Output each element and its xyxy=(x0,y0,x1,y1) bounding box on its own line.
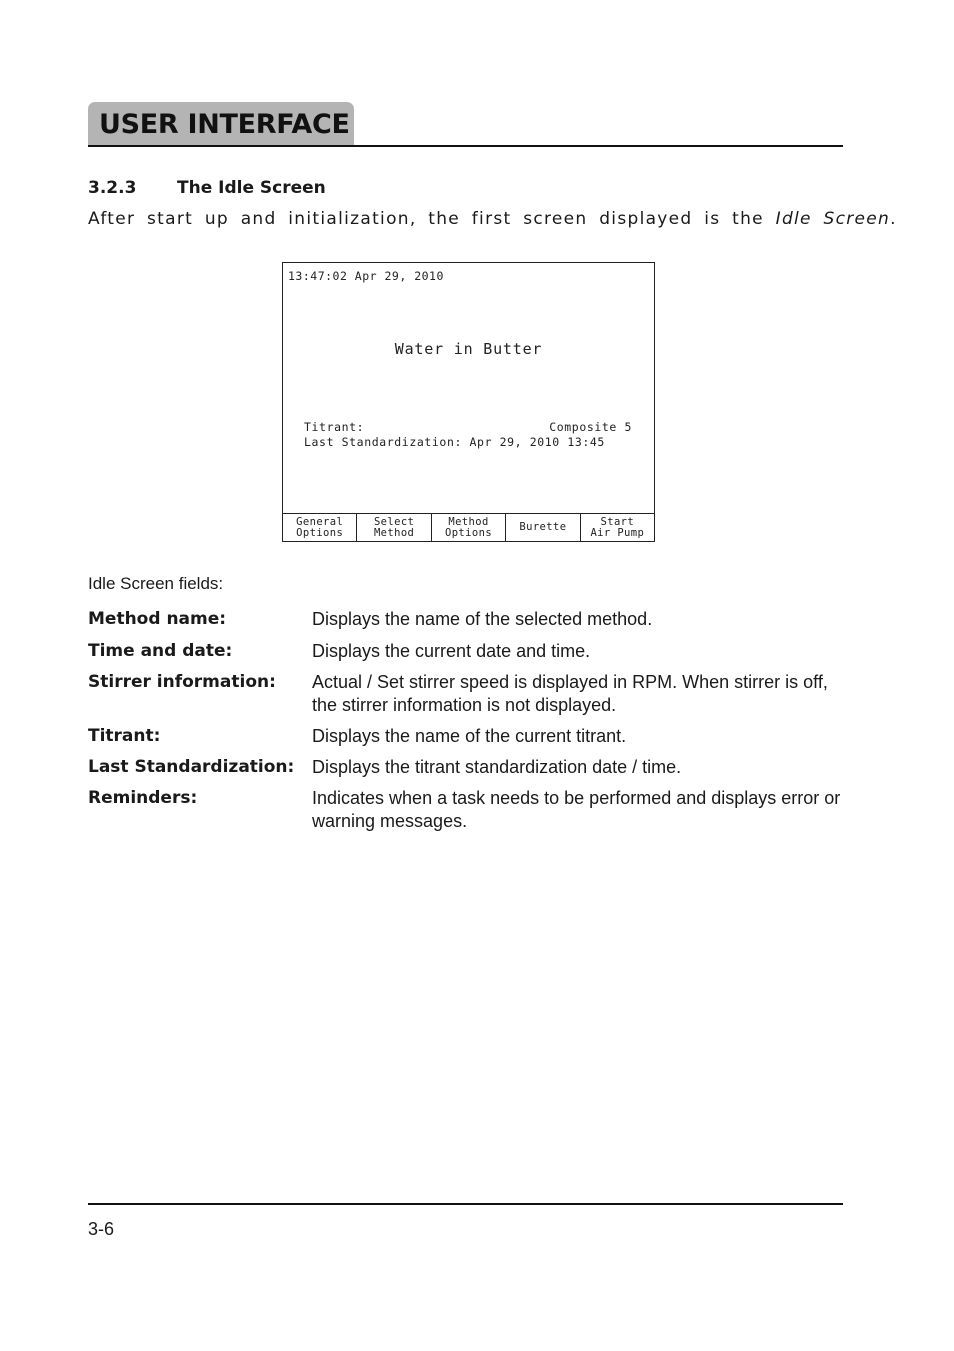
softkey-general-options[interactable] xyxy=(283,514,357,541)
lcd-titrant-value: Composite 5 xyxy=(549,420,632,434)
field-label: Time and date: xyxy=(88,641,233,661)
field-label: Stirrer information: xyxy=(88,672,276,692)
intro-suffix: . xyxy=(890,209,897,229)
softkey-line1: General xyxy=(296,516,344,528)
lcd-titrant-label: Titrant: xyxy=(304,420,365,434)
softkey-line1: Method xyxy=(448,516,489,528)
idle-screen-display xyxy=(282,262,655,542)
field-label: Method name: xyxy=(88,609,227,629)
field-description: Displays the current date and time. xyxy=(312,641,591,661)
softkey-line2: Options xyxy=(296,526,344,539)
section-title: The Idle Screen xyxy=(177,178,326,198)
section-number: 3.2.3 xyxy=(88,178,137,198)
fields-caption: Idle Screen fields: xyxy=(88,574,224,593)
field-description: Displays the name of the current titrant. xyxy=(312,726,627,746)
header-rule xyxy=(88,145,843,147)
footer-rule xyxy=(88,1203,843,1205)
softkey-line2: Air Pump xyxy=(590,526,645,539)
lcd-last-standardization: Last Standardization: Apr 29, 2010 13:45 xyxy=(304,435,605,449)
softkey-line2: Method xyxy=(373,526,415,539)
intro-paragraph xyxy=(88,209,897,229)
intro-text: After start up and initialization, the first screen displayed is the xyxy=(88,209,776,229)
field-label: Reminders: xyxy=(88,788,198,808)
softkey-line1: Burette xyxy=(519,521,567,534)
field-description: Actual / Set stirrer speed is displayed in RPM. When stirrer is off, the stirrer information is not displayed. xyxy=(312,672,828,715)
lcd-titrant-row xyxy=(304,420,632,434)
field-description: Displays the titrant standardization date / time. xyxy=(312,757,682,777)
field-description: Indicates when a task needs to be performed and displays error or warning messages. xyxy=(312,788,841,831)
softkey-line2: Options xyxy=(444,526,493,539)
softkey-line1: Start xyxy=(600,516,635,528)
softkey-start-air-pump[interactable] xyxy=(581,514,654,541)
softkey-bar xyxy=(283,513,654,541)
page-number: 3-6 xyxy=(88,1219,115,1239)
softkey-burette[interactable] xyxy=(506,514,580,541)
field-label: Titrant: xyxy=(88,726,161,746)
field-description: Displays the name of the selected method. xyxy=(312,609,653,629)
softkey-method-options[interactable] xyxy=(432,514,506,541)
softkey-select-method[interactable] xyxy=(357,514,431,541)
lcd-datetime: 13:47:02 Apr 29, 2010 xyxy=(288,269,444,283)
lcd-method-name: Water in Butter xyxy=(394,340,543,358)
chapter-title: USER INTERFACE xyxy=(88,102,354,146)
field-label: Last Standardization: xyxy=(88,757,295,777)
intro-emphasis: Idle Screen xyxy=(775,209,891,229)
softkey-line1: Select xyxy=(373,516,415,528)
